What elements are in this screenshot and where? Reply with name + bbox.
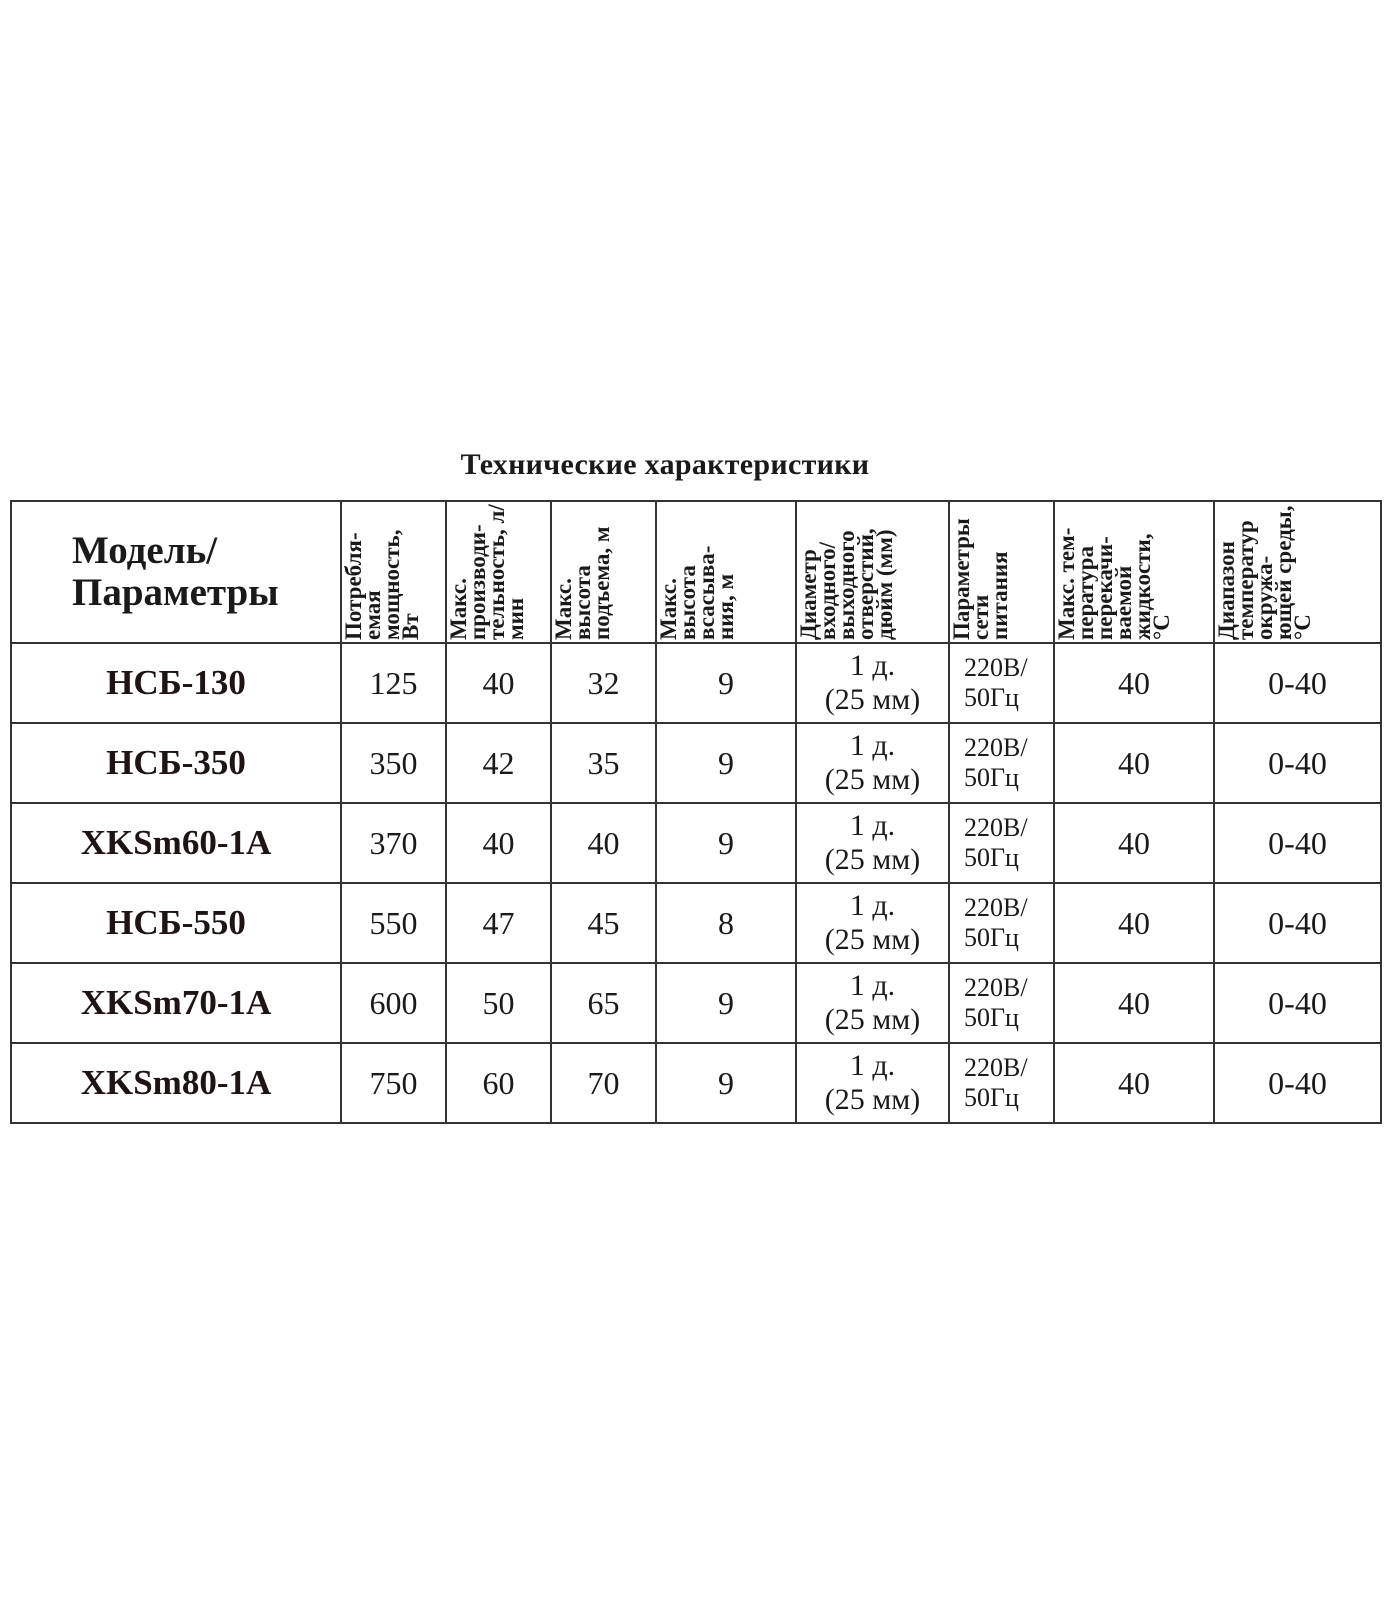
flow-cell: 40 xyxy=(446,803,551,883)
lift-cell: 65 xyxy=(551,963,656,1043)
supply-cell xyxy=(949,643,1054,723)
diameter-inch: 1 д. xyxy=(849,729,896,762)
header-supply-label: Параметры сети питания xyxy=(949,518,1012,640)
header-suction-label: Макс. высота всасыва-ния, м xyxy=(656,545,738,640)
liquid-temp-cell: 40 xyxy=(1054,963,1214,1043)
specifications-table xyxy=(10,500,1382,1124)
power-cell: 600 xyxy=(341,963,446,1043)
supply-frequency: 50Гц xyxy=(964,843,1019,872)
supply-frequency: 50Гц xyxy=(964,1003,1019,1032)
lift-cell: 40 xyxy=(551,803,656,883)
supply-frequency: 50Гц xyxy=(964,1083,1019,1112)
flow-cell: 42 xyxy=(446,723,551,803)
table-row xyxy=(11,883,1381,963)
ambient-temp-cell: 0-40 xyxy=(1214,803,1381,883)
header-supply xyxy=(949,501,1054,643)
flow-cell: 40 xyxy=(446,643,551,723)
diameter-cell xyxy=(796,963,949,1043)
header-ambient-temp xyxy=(1214,501,1381,643)
liquid-temp-cell: 40 xyxy=(1054,883,1214,963)
header-power xyxy=(341,501,446,643)
diameter-cell xyxy=(796,883,949,963)
flow-cell: 50 xyxy=(446,963,551,1043)
page-title: Технические характеристики xyxy=(460,448,870,481)
lift-cell: 32 xyxy=(551,643,656,723)
lift-cell: 45 xyxy=(551,883,656,963)
supply-voltage: 220В/ xyxy=(964,973,1028,1002)
ambient-temp-cell: 0-40 xyxy=(1214,643,1381,723)
suction-cell: 9 xyxy=(656,803,796,883)
diameter-cell xyxy=(796,723,949,803)
diameter-cell xyxy=(796,1043,949,1123)
diameter-mm: (25 мм) xyxy=(824,763,921,796)
supply-cell xyxy=(949,883,1054,963)
diameter-mm: (25 мм) xyxy=(824,1083,921,1116)
header-diameter xyxy=(796,501,949,643)
power-cell: 550 xyxy=(341,883,446,963)
supply-voltage: 220В/ xyxy=(964,653,1028,682)
supply-voltage: 220В/ xyxy=(964,733,1028,762)
ambient-temp-cell: 0-40 xyxy=(1214,1043,1381,1123)
diameter-mm: (25 мм) xyxy=(824,923,921,956)
header-power-label: Потребля-емая мощность, Вт xyxy=(341,529,423,640)
suction-cell: 8 xyxy=(656,883,796,963)
model-header-line-1: Модель/ xyxy=(72,529,218,572)
liquid-temp-cell: 40 xyxy=(1054,803,1214,883)
model-cell: НСБ-130 xyxy=(11,643,341,723)
header-liquid-temp xyxy=(1054,501,1214,643)
header-liquid-temp-label: Макс. тем-пература перекачи-ваемой жидкости, °С xyxy=(1054,527,1174,640)
power-cell: 125 xyxy=(341,643,446,723)
supply-cell xyxy=(949,1043,1054,1123)
suction-cell: 9 xyxy=(656,1043,796,1123)
header-flow-label: Макс. производи-тельность, л/мин xyxy=(446,504,528,640)
diameter-cell xyxy=(796,803,949,883)
flow-cell: 60 xyxy=(446,1043,551,1123)
liquid-temp-cell: 40 xyxy=(1054,1043,1214,1123)
table-row xyxy=(11,963,1381,1043)
header-diameter-label: Диаметр входного/ выходного отверстий, дюйм (мм) xyxy=(796,528,897,640)
diameter-inch: 1 д. xyxy=(849,969,896,1002)
supply-cell xyxy=(949,803,1054,883)
power-cell: 750 xyxy=(341,1043,446,1123)
suction-cell: 9 xyxy=(656,723,796,803)
header-lift xyxy=(551,501,656,643)
power-cell: 370 xyxy=(341,803,446,883)
supply-voltage: 220В/ xyxy=(964,1053,1028,1082)
flow-cell: 47 xyxy=(446,883,551,963)
header-ambient-temp-label: Диапазон температур окружа-ющей среды, °С xyxy=(1214,505,1315,640)
supply-voltage: 220В/ xyxy=(964,813,1028,842)
model-header-line-2: Параметры xyxy=(72,571,279,614)
diameter-inch: 1 д. xyxy=(849,889,896,922)
supply-frequency: 50Гц xyxy=(964,763,1019,792)
supply-frequency: 50Гц xyxy=(964,683,1019,712)
supply-cell xyxy=(949,963,1054,1043)
table-row xyxy=(11,1043,1381,1123)
header-suction xyxy=(656,501,796,643)
diameter-cell xyxy=(796,643,949,723)
header-row xyxy=(11,501,1381,643)
model-header xyxy=(11,501,341,643)
diameter-mm: (25 мм) xyxy=(824,843,921,876)
lift-cell: 35 xyxy=(551,723,656,803)
model-cell: XKSm60-1A xyxy=(11,803,341,883)
header-lift-label: Макс. высота подъема, м xyxy=(551,526,614,640)
diameter-mm: (25 мм) xyxy=(824,1003,921,1036)
diameter-inch: 1 д. xyxy=(849,809,896,842)
ambient-temp-cell: 0-40 xyxy=(1214,883,1381,963)
power-cell: 350 xyxy=(341,723,446,803)
table-row xyxy=(11,643,1381,723)
header-flow xyxy=(446,501,551,643)
lift-cell: 70 xyxy=(551,1043,656,1123)
diameter-inch: 1 д. xyxy=(849,649,896,682)
model-cell: XKSm80-1A xyxy=(11,1043,341,1123)
ambient-temp-cell: 0-40 xyxy=(1214,723,1381,803)
table-row xyxy=(11,803,1381,883)
suction-cell: 9 xyxy=(656,963,796,1043)
supply-voltage: 220В/ xyxy=(964,893,1028,922)
model-cell: XKSm70-1A xyxy=(11,963,341,1043)
supply-frequency: 50Гц xyxy=(964,923,1019,952)
model-cell: НСБ-550 xyxy=(11,883,341,963)
suction-cell: 9 xyxy=(656,643,796,723)
diameter-mm: (25 мм) xyxy=(824,683,921,716)
table-row xyxy=(11,723,1381,803)
supply-cell xyxy=(949,723,1054,803)
liquid-temp-cell: 40 xyxy=(1054,643,1214,723)
diameter-inch: 1 д. xyxy=(849,1049,896,1082)
model-cell: НСБ-350 xyxy=(11,723,341,803)
ambient-temp-cell: 0-40 xyxy=(1214,963,1381,1043)
liquid-temp-cell: 40 xyxy=(1054,723,1214,803)
